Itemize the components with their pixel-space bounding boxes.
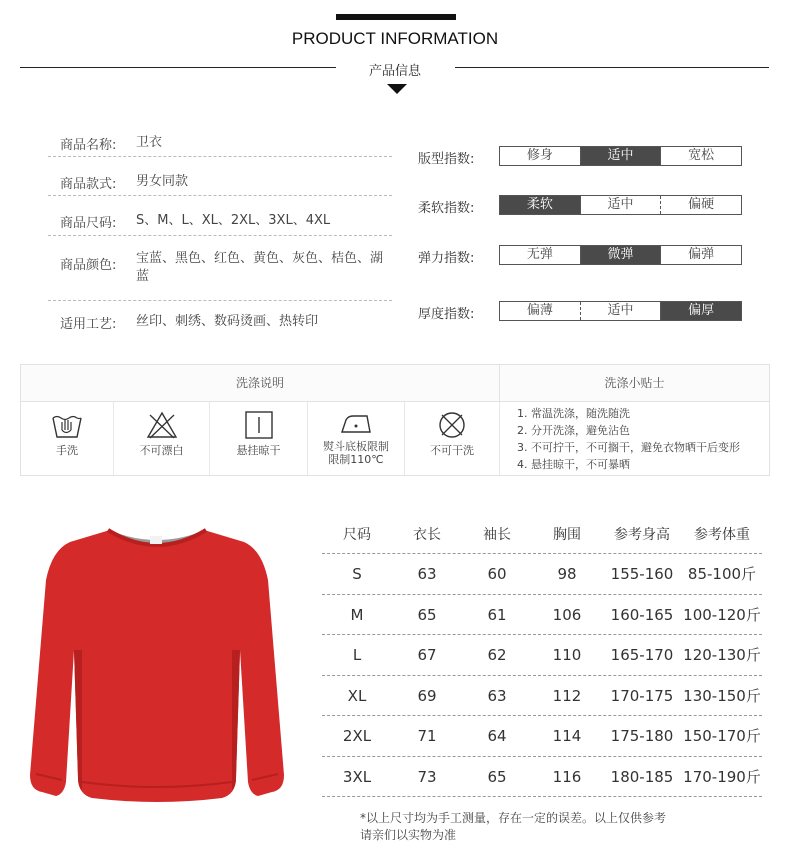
scale-option-selected: 偏厚 [660,302,741,320]
table-cell: 98 [557,565,577,583]
info-value: S、M、L、XL、2XL、3XL、4XL [136,213,331,228]
info-label: 商品名称: [60,138,117,153]
scale-option: 宽松 [660,147,741,165]
info-divider [48,195,392,196]
info-label: 适用工艺: [60,317,117,332]
header-cell: 参考体重 [694,527,750,543]
info-row-name [60,134,392,153]
measurement-note [360,810,780,844]
iron-icon [339,410,373,436]
header-top-bar [336,14,456,20]
note-line: 请亲们以实物为准 [360,828,457,842]
table-cell: 62 [487,646,507,664]
info-label: 商品款式: [60,177,117,192]
table-cell: 155-160 [610,565,674,583]
elasticity-index-label: 弹力指数: [418,251,475,266]
table-cell: 63 [417,565,437,583]
fit-index-scale [499,146,742,166]
table-cell: 65 [487,767,507,786]
table-cell: L [352,646,362,664]
scale-option: 偏薄 [526,303,553,318]
care-caption: 不可干洗 [430,444,474,457]
scale-option: 修身 [526,148,553,163]
elasticity-index-scale [499,245,742,265]
table-row [322,757,762,798]
info-divider [48,235,392,236]
care-caption: 熨斗底板限制 [323,440,389,453]
header-cell: 袖长 [483,527,511,543]
size-table-header [322,516,762,554]
note-line: *以上尺寸均为手工测量，存在一定的误差。以上仅供参考 [360,811,667,825]
info-row-style [60,173,392,192]
softness-index-scale [499,195,742,215]
header-cell: 胸围 [553,527,581,543]
care-item-iron [308,402,405,475]
table-cell: M [350,605,364,624]
care-caption: 不可漂白 [139,444,184,457]
info-label: 商品尺码: [60,216,117,231]
care-item-hand-wash [21,402,114,475]
care-tip: 1. 常温洗涤，随洗随洗 [517,407,630,420]
table-cell: 120-130斤 [683,646,761,664]
info-row-size [60,212,392,231]
table-cell: 110 [552,646,582,664]
table-row [322,716,762,757]
fit-index-label: 版型指数: [418,152,475,167]
table-cell: 170-190斤 [683,767,761,786]
table-cell: 100-120斤 [683,605,761,624]
care-item-hang-dry [210,402,308,475]
care-tip: 3. 不可拧干，不可搁干，避免衣物晒干后变形 [517,441,740,454]
table-cell: 65 [417,605,437,624]
table-cell: 64 [487,727,507,745]
care-item-no-dry-clean [405,402,500,475]
table-cell: 85-100斤 [687,565,757,583]
table-cell: 60 [487,565,507,583]
info-value: 男女同款 [136,174,189,189]
header-cell: 参考身高 [614,527,670,543]
scale-option-selected: 适中 [580,147,661,165]
table-cell: 160-165 [610,605,674,624]
down-triangle-icon [387,84,407,94]
hang-dry-icon [242,410,276,440]
table-cell: 116 [552,767,582,786]
hand-wash-icon [50,410,84,440]
info-divider [48,156,392,157]
table-cell: 165-170 [610,646,674,664]
scale-option: 偏硬 [660,196,741,214]
scale-option: 无弹 [526,247,553,262]
table-cell: 3XL [342,767,372,786]
care-instructions-title: 洗涤说明 [21,365,500,402]
no-bleach-icon [145,410,179,440]
info-value: 宝蓝、黑色、红色、黄色、灰色、桔色、湖蓝 [136,251,384,284]
scale-option: 偏弹 [660,246,741,264]
table-cell: 150-170斤 [683,727,761,745]
table-row [322,554,762,595]
size-table [322,516,762,797]
care-item-no-bleach [114,402,210,475]
care-caption-2: 限制110℃ [328,453,384,466]
info-divider [48,300,392,301]
page-title: PRODUCT INFORMATION [291,29,499,48]
table-cell: 130-150斤 [683,686,761,705]
table-cell: 73 [417,767,437,786]
care-tips-title: 洗涤小贴士 [500,365,769,402]
info-row-color [60,250,392,286]
table-cell: 112 [552,686,582,705]
scale-option-selected: 微弹 [580,246,661,264]
table-cell: 63 [487,686,507,705]
no-dry-clean-icon [435,410,469,440]
row-divider [322,796,762,797]
table-cell: XL [347,686,367,705]
table-cell: 2XL [342,727,372,745]
table-cell: 71 [417,727,437,745]
thickness-index-label: 厚度指数: [418,307,475,322]
table-cell: 170-175 [610,686,674,705]
table-row [322,676,762,717]
table-cell: 175-180 [610,727,674,745]
table-row [322,635,762,676]
table-cell: S [352,565,362,583]
info-value: 卫衣 [136,135,163,150]
table-row [322,595,762,636]
red-sweatshirt-image [22,520,292,810]
table-cell: 106 [552,605,582,624]
care-caption: 手洗 [56,444,78,457]
scale-option: 适中 [580,196,661,214]
care-tips-list [517,405,777,473]
scale-option: 适中 [580,302,661,320]
table-cell: 67 [417,646,437,664]
table-cell: 61 [487,605,507,624]
page-subtitle: 产品信息 [368,64,421,79]
scale-option-selected: 柔软 [500,196,580,214]
info-label: 商品颜色: [60,258,117,273]
info-value: 丝印、刺绣、数码烫画、热转印 [136,314,319,329]
softness-index-label: 柔软指数: [418,201,475,216]
info-row-craft [60,313,392,332]
table-cell: 114 [552,727,582,745]
table-cell: 69 [417,686,437,705]
care-caption: 悬挂晾干 [236,444,281,457]
care-instructions-panel [20,364,770,476]
header-cell: 衣长 [413,527,441,543]
thickness-index-scale [499,301,742,321]
header-cell: 尺码 [343,527,371,543]
care-tip: 2. 分开洗涤，避免沾色 [517,424,630,437]
care-tip: 4. 悬挂晾干，不可暴晒 [517,458,630,471]
table-cell: 180-185 [610,767,674,786]
